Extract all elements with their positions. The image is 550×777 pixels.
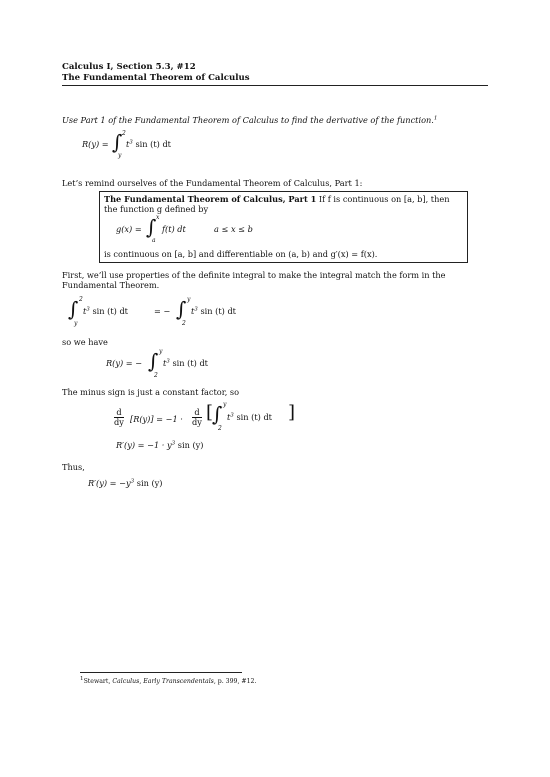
g-lhs: g(x) =	[116, 224, 142, 234]
integrand: $t^3$ sin (t) dt	[163, 358, 208, 368]
upper-limit: 2	[122, 130, 126, 137]
theorem-intro: If f is continuous on [a, b], then the function g defined by	[104, 194, 450, 215]
upper-limit: y	[223, 401, 227, 408]
upper-limit-2: y	[187, 296, 191, 303]
first-text: First, we’ll use properties of the definite integral to make the integral match the form in the Fundamental Theorem.	[62, 270, 446, 291]
equation-R-definition	[82, 130, 232, 160]
right-bracket: ]	[288, 402, 296, 423]
footnote: $^1$Stewart, Calculus, Early Transcendentals, p. 399, #12.	[80, 676, 257, 686]
integrand-2: $t^3$ sin (t) dt	[191, 306, 236, 316]
integral-sign: ∫	[68, 297, 79, 321]
g-integrand: f(t) dt	[162, 224, 186, 234]
equation-flip-limits	[68, 296, 268, 328]
upper-limit-x: x	[156, 214, 160, 221]
header-title-line1: Calculus I, Section 5.3, #12	[62, 62, 196, 72]
integral-sign: ∫	[148, 349, 159, 373]
integral-sign-2: ∫	[176, 297, 187, 321]
upper-limit: 2	[79, 296, 83, 303]
derivative-line2: $R'(y) = -1 \cdot y^3$ sin (y)	[116, 440, 204, 450]
d-dy-fraction-2: $\frac{d}{dy}$	[192, 407, 202, 428]
lower-limit: 2	[154, 372, 158, 379]
integrand: $t^3$ sin (t) dt	[83, 306, 128, 316]
equation-R-negated	[106, 348, 266, 380]
footnote-number: 1	[80, 676, 84, 682]
upper-limit: y	[159, 348, 163, 355]
integrand: $t^3$ sin (t) dt	[126, 139, 171, 149]
equals-minus: = −	[154, 306, 171, 316]
g-range: a ≤ x ≤ b	[214, 224, 253, 234]
header-rule	[62, 85, 488, 86]
lower-limit: y	[74, 320, 78, 327]
final-answer: $R'(y) = -y^3$ sin (y)	[88, 478, 163, 488]
remind-text: Let’s remind ourselves of the Fundamental Theorem of Calculus, Part 1:	[62, 178, 363, 188]
problem-statement: Use Part 1 of the Fundamental Theorem of Calculus to find the derivative of the function.$^1$	[62, 115, 438, 125]
eq-lhs: R(y) = −	[106, 358, 143, 368]
thus-text: Thus,	[62, 462, 85, 472]
footnote-marker: 1	[433, 115, 438, 122]
lower-limit-a: a	[152, 237, 156, 244]
theorem-box	[99, 191, 468, 263]
integral-sign: ∫	[112, 130, 123, 154]
equation-derivative	[88, 400, 308, 460]
header-title-line2: The Fundamental Theorem of Calculus	[62, 73, 250, 83]
bracket-R: [R(y)] = −1 ·	[130, 414, 183, 424]
lower-limit: 2	[218, 425, 222, 432]
integral-sign: ∫	[212, 402, 223, 426]
left-bracket: [	[206, 402, 214, 423]
eq-lhs: R(y) =	[82, 139, 109, 149]
footnote-rule	[80, 672, 242, 673]
integral-sign: ∫	[146, 215, 157, 239]
theorem-conclusion: is continuous on [a, b] and differentiable on (a, b) and g′(x) = f(x).	[104, 249, 378, 259]
theorem-equation	[104, 214, 304, 242]
lower-limit-2: 2	[182, 320, 186, 327]
theorem-title: The Fundamental Theorem of Calculus, Part 1	[104, 194, 317, 204]
d-dy-fraction: $\frac{d}{dy}$	[114, 407, 124, 428]
integrand: $t^3$ sin (t) dt	[227, 412, 272, 422]
lower-limit: y	[118, 152, 122, 159]
theorem-heading	[104, 194, 464, 215]
so-we-have-text: so we have	[62, 337, 108, 347]
minus-sign-text: The minus sign is just a constant factor, so	[62, 387, 240, 397]
